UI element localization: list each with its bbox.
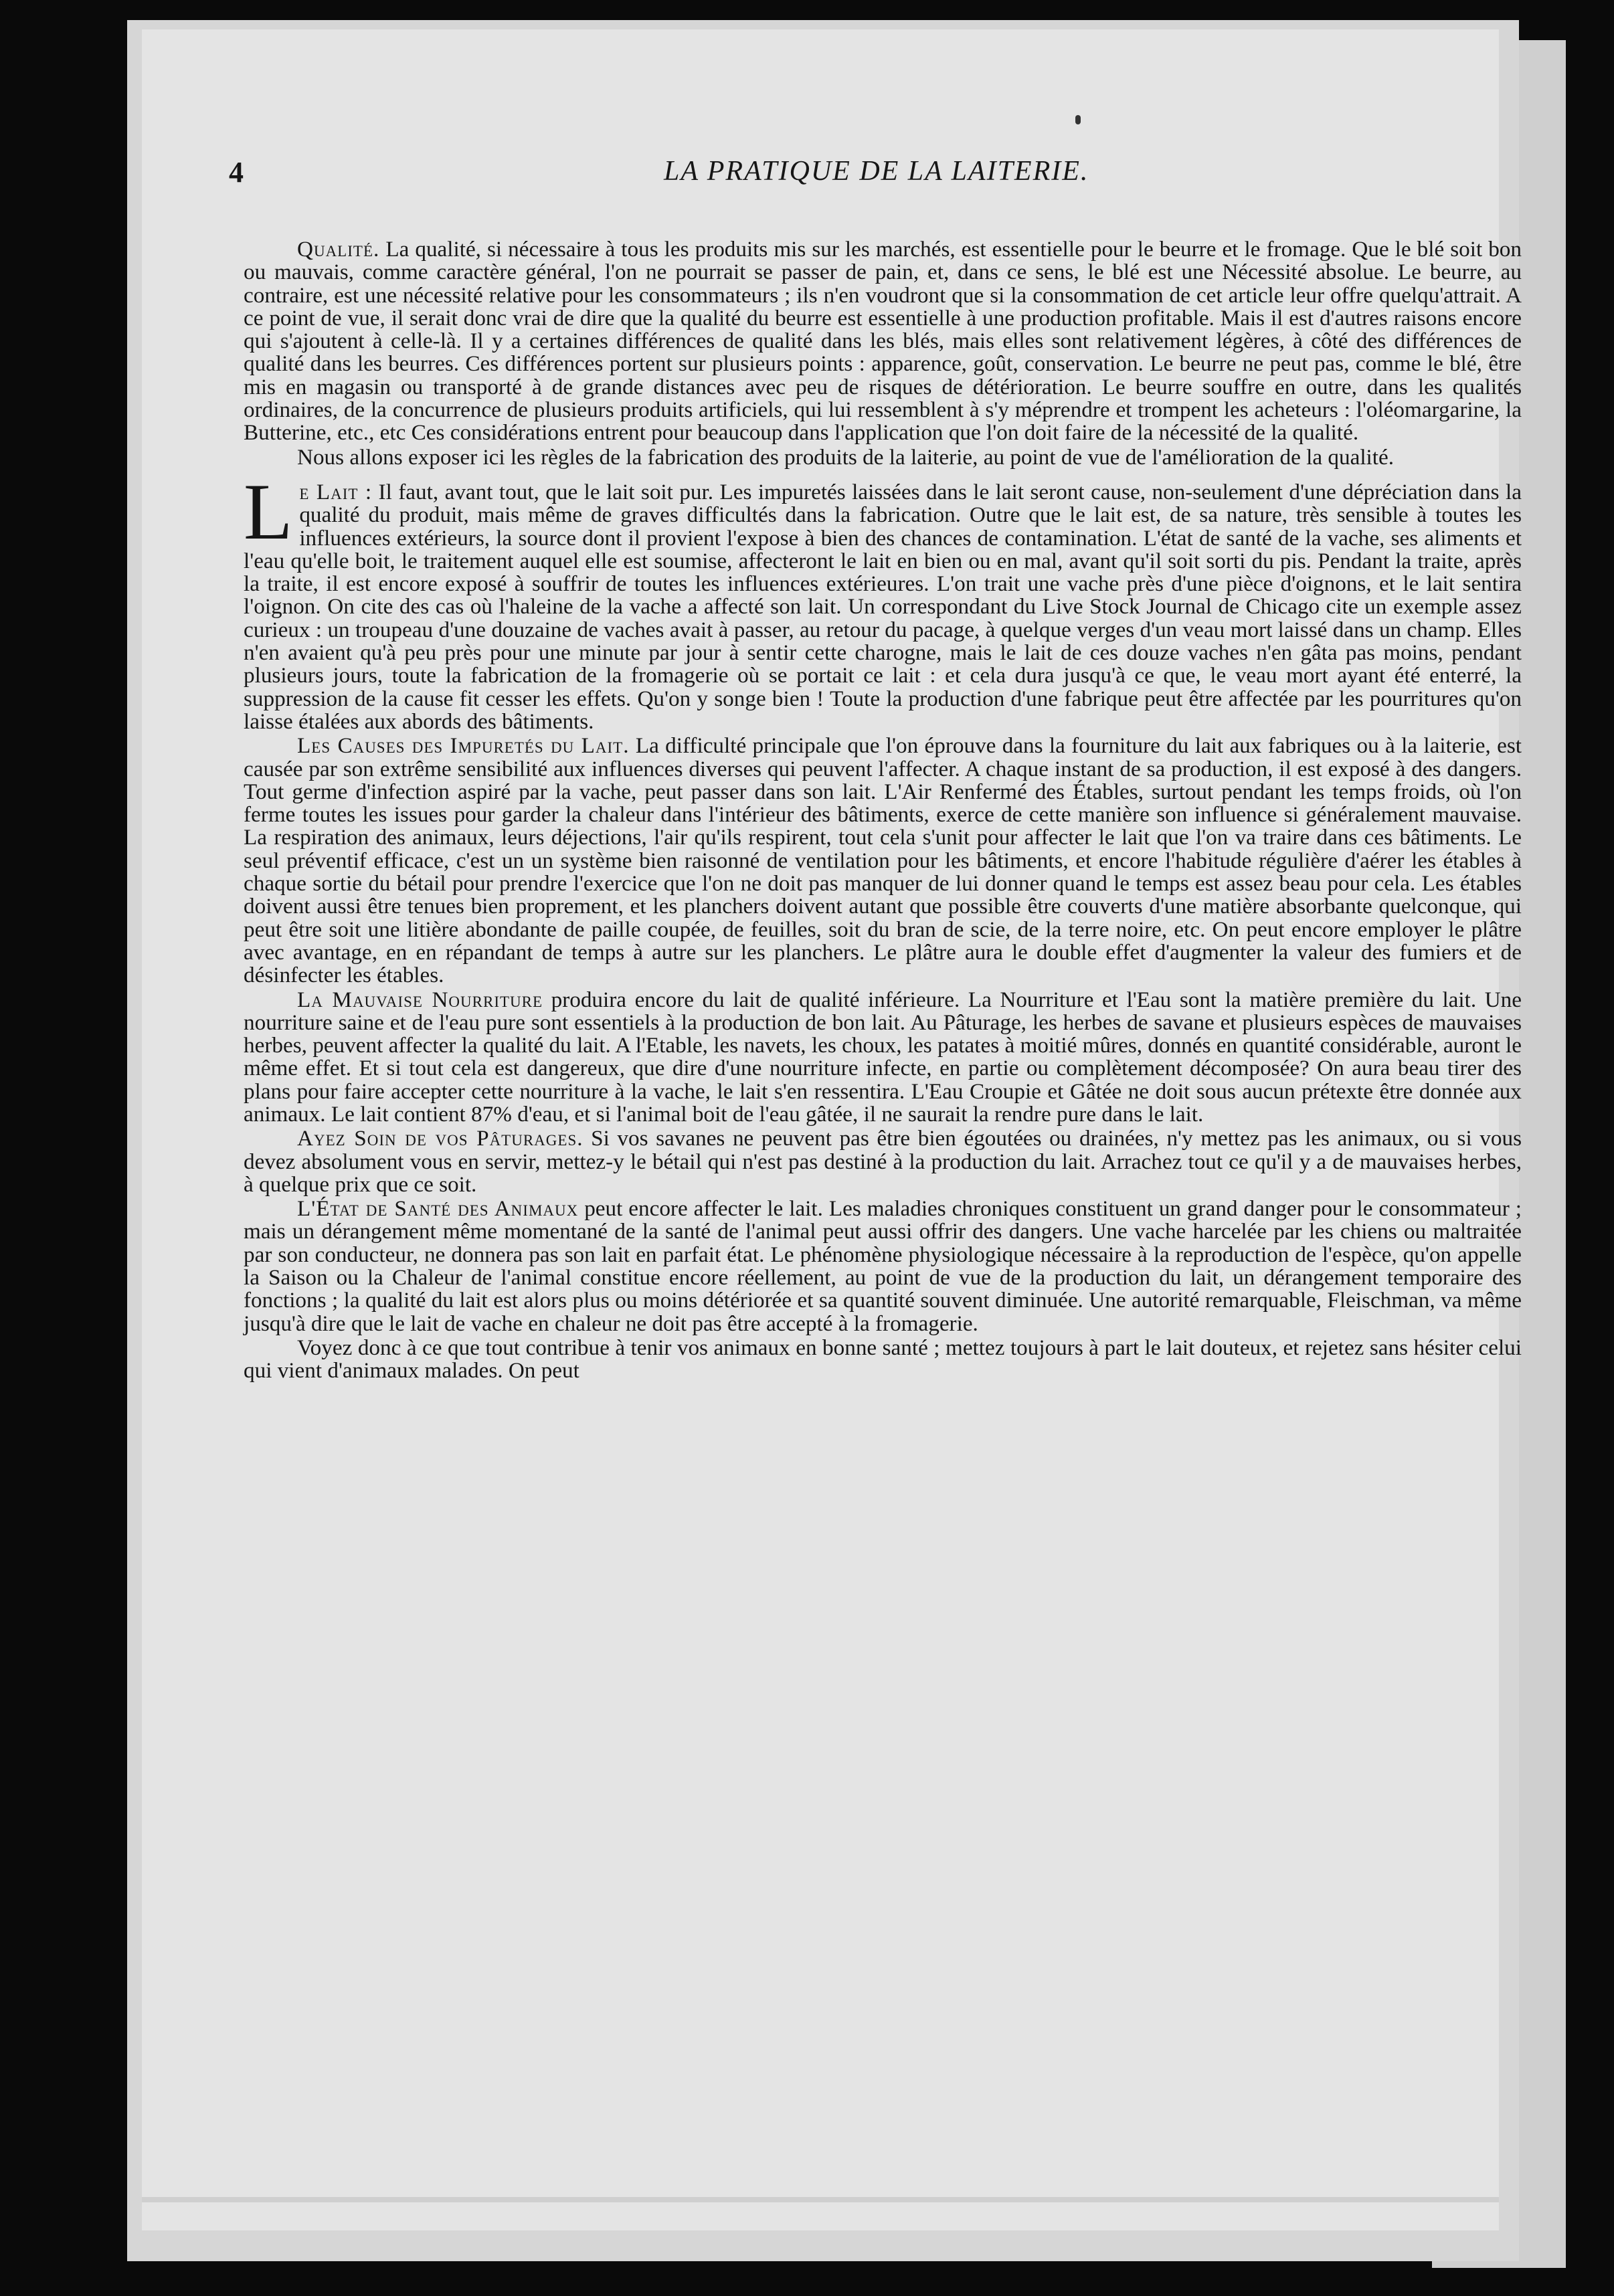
- paragraph-text: peut encore affecter le lait. Les maladies chroniques constituent un grand danger pour le consommateur ; mais un dérangement même momentané de la santé de l'animal peut aussi offrir des dangers. Une vache harcelée par les chiens ou maltraitée par son conducteur, ne donnera pas son lait en parfait état. Le phénomène physiologique nécessaire à la reproduction de l'espèce, qu'on appelle la Saison ou la Chaleur de l'animal constitue encore réellement, au point de vue de la production du lait, un dérangement temporaire des fonctions ; la qualité du lait est alors plus ou moins détériorée et sa quantité souvent diminuée. Une autorité remarquable, Fleischman, va même jusqu'à dire que le lait de vache en chaleur ne doit pas être accepté à la fromagerie.: [244, 1196, 1522, 1336]
- paragraph-le-lait: [244, 466, 1522, 734]
- paragraph-voyez-donc: [244, 1337, 1522, 1383]
- paragraph-lead: Qualité.: [297, 237, 380, 262]
- paragraph-etat-sante: [244, 1198, 1522, 1335]
- paragraph-text: La qualité, si nécessaire à tous les produits mis sur les marchés, est essentielle pour le beurre et le fromage. Que le blé soit bon ou mauvais, comme caractère général, l'on ne pourrait se passer de pain, et, dans ce sens, le blé est une Nécessité absolue. Le beurre, au contraire, est une nécessité relative pour les consommateurs ; ils n'en voudront que si la consommation de cet article leur offre quelqu'attrait. A ce point de vue, il serait donc vrai de dire que la qualité du beurre est essentielle à une production profitable. Mais il est d'autres raisons encore qui s'ajoutent à celle-là. Il y a certaines différences de qualité dans les blés, mais elles sont relativement légères, à côté des différences de qualité dans les beurres. Ces différences portent sur plusieurs points : apparence, goût, conservation. Le beurre ne peut pas, comme le blé, être mis en magasin ou transporté à de grande distances avec peu de risques de détérioration. Le beurre souffre en outre, dans les qualités ordinaires, de la concurrence de plusieurs produits artificiels, qui lui ressemblent à s'y méprendre et trompent les acheteurs : l'oléomargarine, la Butterine, etc., etc Ces considérations entrent pour beaucoup dans l'application que l'on doit faire de la nécessité de la qualité.: [244, 237, 1522, 446]
- page-number: 4: [229, 156, 244, 189]
- paragraph-lead: Ayez Soin de vos Pâturages.: [297, 1126, 584, 1151]
- paragraph-lead: e Lait :: [299, 479, 373, 504]
- paragraph-paturages: [244, 1127, 1522, 1196]
- paragraph-text: La difficulté principale que l'on éprouve dans la fourniture du lait aux fabriques ou à la laiterie, est causée par son extrême sensibilité aux influences diverses qui peuvent l'affecter. A chaque instant de sa production, il est exposé à des dangers. Tout germe d'infection aspiré par la vache, peut passer dans son lait. L'Air Renfermé des Étables, surtout pendant les temps froids, où l'on ferme toutes les issues pour garder la chaleur dans l'intérieur des bâtiments, exerce de cette manière son influence si généralement mauvaise. La respiration des animaux, leurs déjections, l'air qu'ils respirent, tout cela s'unit pour affecter le lait que l'on va traire dans ces bâtiments. Le seul préventif efficace, c'est un un système bien raisonné de ventilation pour les bâtiments, et encore l'habitude régulière d'aérer les étables à chaque sortie du bétail pour prendre l'exercice que l'on ne doit pas manquer de lui donner quand le temps est assez beau pour cela. Les étables doivent aussi être tenues bien proprement, et les planchers doivent autant que possible être couverts d'une matière absorbante quelconque, qui peut être soit une litière abondante de paille coupée, de feuilles, soit du bran de scie, de la terre noire, etc. On peut encore employer le plâtre avec avantage, en en répandant de temps à autre sur les planchers. Le plâtre aura le double effet d'augmenter la valeur des fumiers et de désinfecter les étables.: [244, 733, 1522, 988]
- paragraph-intro: [244, 446, 1522, 469]
- body-text: [244, 238, 1522, 1384]
- paragraph-text: Il faut, avant tout, que le lait soit pur. Les impuretés laissées dans le lait seront cause, non-seulement d'une dépréciation dans la qualité du produit, mais même de graves difficultés dans la fabrication. Outre que le lait est, de sa nature, très sensible à toutes les influences extérieurs, la source dont il provient l'expose à bien des chances de contamination. L'état de santé de la vache, ses aliments et l'eau qu'elle boit, le traitement auquel elle est soumise, affecteront le lait en bien ou en mal, avant qu'il soit sorti du pis. Pendant la traite, après la traite, il est encore exposé à souffrir de toutes les influences extérieures. L'on trait une vache près d'une pièce d'oignons, et le lait sentira l'oignon. On cite des cas où l'haleine de la vache a affecté son lait. Un correspondant du Live Stock Journal de Chicago cite un exemple assez curieux : un troupeau d'une douzaine de vaches avait à passer, au retour du pacage, à quelque verges d'un veau mort laissé dans un champ. Elles n'en avaient qu'à peu près pour une minute par jour à sentir cette charogne, mais le lait de ces douze vaches n'en gâta pas moins, pendant plusieurs jours, toute la fabrication de la fromagerie où se portait ce lait : et cela dura jusqu'à ce que, le veau mort ayant été enterré, la suppression de la cause fit cesser les effets. Qu'on y songe bien ! Toute la production d'une fabrique peut être affectée par les pourritures qu'on laisse étalées aux abords des bâtiments.: [244, 479, 1522, 734]
- drop-cap: L: [244, 466, 293, 556]
- paragraph-lead: L'État de Santé des Animaux: [297, 1196, 579, 1222]
- paragraph-lead: La Mauvaise Nourriture: [297, 987, 543, 1012]
- paragraph-text: Voyez donc à ce que tout contribue à tenir vos animaux en bonne santé ; mettez toujours à part le lait douteux, et rejetez sans hésiter celui qui vient d'animaux malades. On peut: [244, 1335, 1522, 1383]
- paragraph-lead: Les Causes des Impuretés du Lait.: [297, 733, 630, 759]
- paragraph-text: produira encore du lait de qualité inférieure. La Nourriture et l'Eau sont la matière première du lait. Une nourriture saine et de l'eau pure sont essentiels à la production de bon lait. Au Pâturage, les herbes de savane et plusieurs espèces de mauvaises herbes, peuvent affecter la qualité du lait. A l'Etable, les navets, les choux, les patates à moitié mûres, donnés en quantité considérable, auront le même effet. Et si tout cela est dangereux, que dire d'une nourriture infecte, en partie ou complètement décomposée? On aura beau tirer des plans pour faire accepter cette nourriture à la vache, le lait s'en ressentira. L'Eau Croupie et Gâtée ne doit sous aucun prétexte être donnée aux animaux. Le lait contient 87% d'eau, et si l'animal boit de l'eau gâtée, il ne saurait la rendre pure dans le lait.: [244, 987, 1522, 1127]
- book-page: [142, 29, 1522, 2230]
- paragraph-causes-impuretes: [244, 735, 1522, 987]
- paragraph-text: Si vos savanes ne peuvent pas être bien égoutées ou drainées, n'y mettez pas les animaux, ou si vous devez absolument vous en servir, mettez-y le bétail qui n'est pas destiné à la production du lait. Arrachez tout ce qu'il y a de mauvaises herbes, à quelque prix que ce soit.: [244, 1126, 1522, 1197]
- paragraph-qualite: [244, 238, 1522, 445]
- ink-speck: [1075, 115, 1081, 124]
- paragraph-text: Nous allons exposer ici les règles de la fabrication des produits de la laiterie, au point de vue de l'amélioration de la qualité.: [297, 444, 1395, 470]
- page-fold-shadow: [142, 2197, 1499, 2202]
- paragraph-mauvaise-nourriture: [244, 989, 1522, 1127]
- running-title: LA PRATIQUE DE LA LAITERIE.: [664, 156, 1089, 187]
- page-header: [229, 155, 1206, 202]
